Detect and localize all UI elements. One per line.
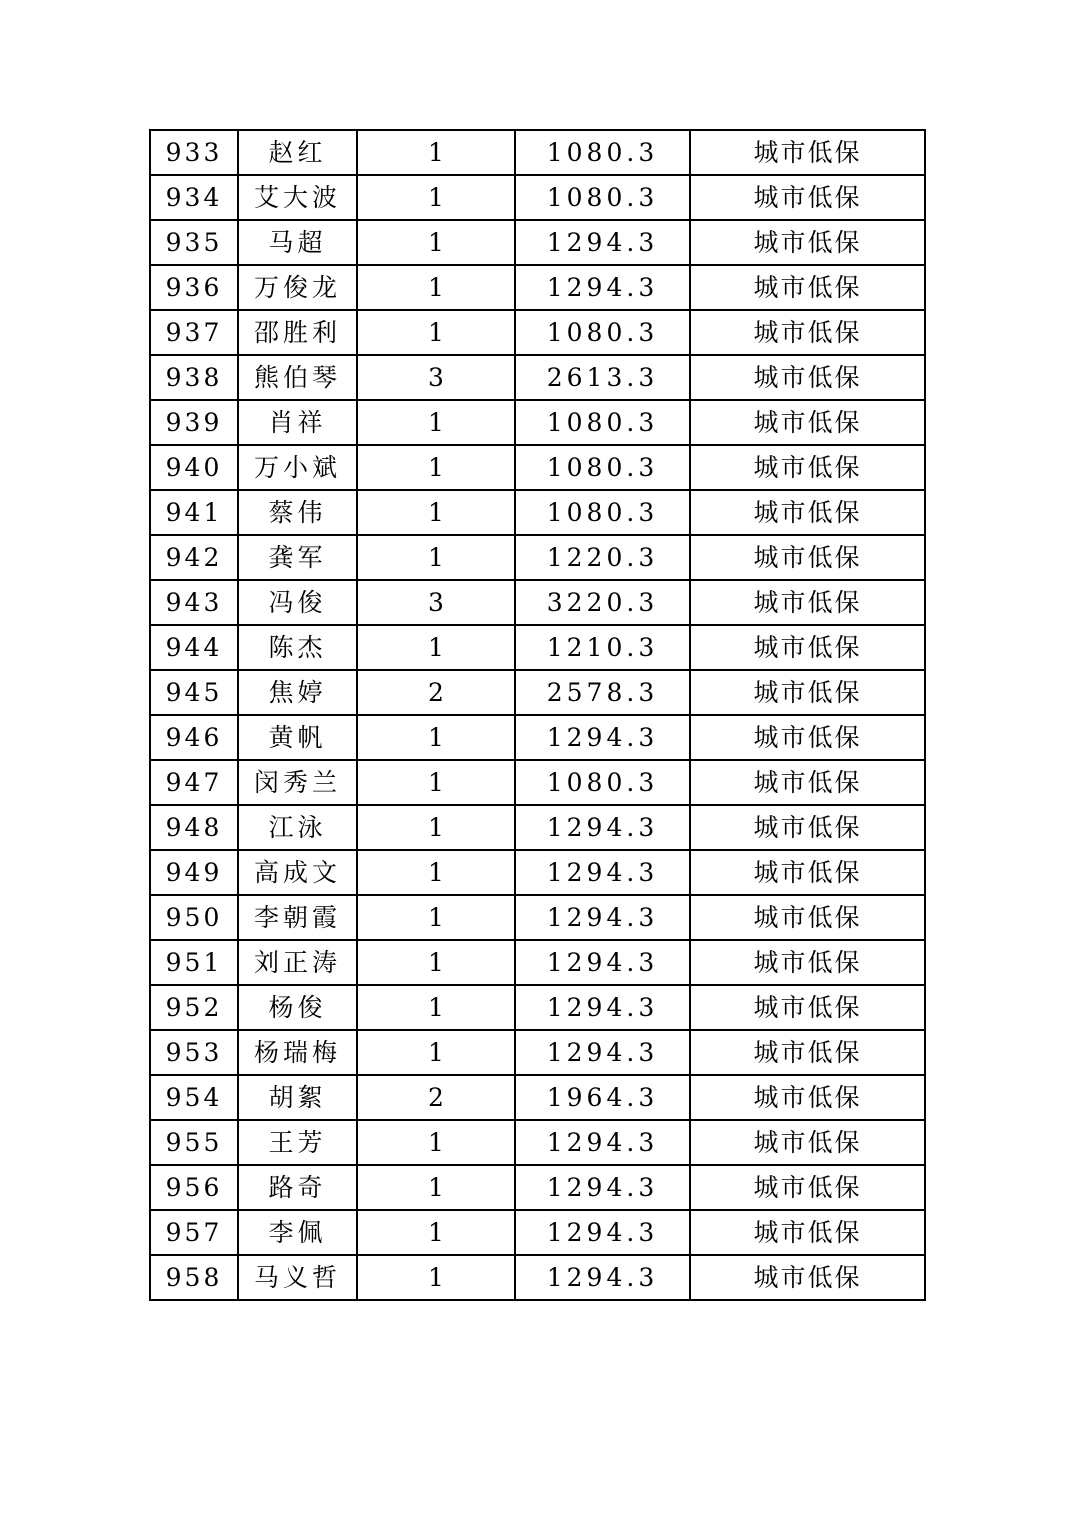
household-size-cell: 1: [357, 805, 515, 850]
table-row: [150, 130, 925, 175]
row-number-cell: 942: [150, 535, 238, 580]
table-row: [150, 670, 925, 715]
row-number-cell: 933: [150, 130, 238, 175]
row-number-cell: 939: [150, 400, 238, 445]
assistance-type-cell: 城市低保: [690, 535, 925, 580]
subsidy-amount-cell: 1210.3: [515, 625, 690, 670]
table-row: [150, 1210, 925, 1255]
row-number-cell: 948: [150, 805, 238, 850]
household-size-cell: 1: [357, 985, 515, 1030]
subsidy-amount-cell: 1080.3: [515, 760, 690, 805]
assistance-type-cell: 城市低保: [690, 400, 925, 445]
subsidy-amount-cell: 1294.3: [515, 265, 690, 310]
household-size-cell: 1: [357, 1120, 515, 1165]
table-row: [150, 715, 925, 760]
table-row: [150, 1075, 925, 1120]
assistance-type-cell: 城市低保: [690, 895, 925, 940]
subsidy-amount-cell: 2578.3: [515, 670, 690, 715]
assistance-type-cell: 城市低保: [690, 1120, 925, 1165]
table-row: [150, 220, 925, 265]
row-number-cell: 934: [150, 175, 238, 220]
table-row: [150, 445, 925, 490]
assistance-type-cell: 城市低保: [690, 625, 925, 670]
household-size-cell: 1: [357, 535, 515, 580]
recipient-name-cell: 龚军: [238, 535, 357, 580]
table-row: [150, 760, 925, 805]
subsidy-amount-cell: 1294.3: [515, 805, 690, 850]
assistance-type-cell: 城市低保: [690, 220, 925, 265]
subsidy-amount-cell: 1080.3: [515, 445, 690, 490]
household-size-cell: 1: [357, 265, 515, 310]
subsidy-amount-cell: 1080.3: [515, 400, 690, 445]
household-size-cell: 1: [357, 130, 515, 175]
row-number-cell: 958: [150, 1255, 238, 1300]
subsidy-amount-cell: 1294.3: [515, 1210, 690, 1255]
assistance-type-cell: 城市低保: [690, 760, 925, 805]
beneficiary-table: [149, 129, 926, 1301]
row-number-cell: 956: [150, 1165, 238, 1210]
row-number-cell: 951: [150, 940, 238, 985]
recipient-name-cell: 万俊龙: [238, 265, 357, 310]
assistance-type-cell: 城市低保: [690, 265, 925, 310]
household-size-cell: 3: [357, 355, 515, 400]
recipient-name-cell: 陈杰: [238, 625, 357, 670]
assistance-type-cell: 城市低保: [690, 1030, 925, 1075]
recipient-name-cell: 高成文: [238, 850, 357, 895]
subsidy-amount-cell: 1294.3: [515, 1255, 690, 1300]
table-row: [150, 625, 925, 670]
household-size-cell: 1: [357, 940, 515, 985]
table-row: [150, 490, 925, 535]
subsidy-amount-cell: 1294.3: [515, 940, 690, 985]
recipient-name-cell: 杨瑞梅: [238, 1030, 357, 1075]
household-size-cell: 1: [357, 1255, 515, 1300]
row-number-cell: 943: [150, 580, 238, 625]
household-size-cell: 1: [357, 895, 515, 940]
row-number-cell: 946: [150, 715, 238, 760]
table-row: [150, 175, 925, 220]
subsidy-amount-cell: 1294.3: [515, 850, 690, 895]
subsidy-amount-cell: 1294.3: [515, 895, 690, 940]
subsidy-amount-cell: 1294.3: [515, 1030, 690, 1075]
household-size-cell: 1: [357, 625, 515, 670]
table-row: [150, 985, 925, 1030]
household-size-cell: 1: [357, 400, 515, 445]
table-row: [150, 895, 925, 940]
recipient-name-cell: 蔡伟: [238, 490, 357, 535]
table-row: [150, 265, 925, 310]
row-number-cell: 952: [150, 985, 238, 1030]
table-row: [150, 580, 925, 625]
recipient-name-cell: 肖祥: [238, 400, 357, 445]
row-number-cell: 938: [150, 355, 238, 400]
row-number-cell: 945: [150, 670, 238, 715]
household-size-cell: 3: [357, 580, 515, 625]
household-size-cell: 2: [357, 1075, 515, 1120]
row-number-cell: 950: [150, 895, 238, 940]
assistance-type-cell: 城市低保: [690, 130, 925, 175]
assistance-type-cell: 城市低保: [690, 850, 925, 895]
subsidy-amount-cell: 1080.3: [515, 490, 690, 535]
row-number-cell: 954: [150, 1075, 238, 1120]
row-number-cell: 936: [150, 265, 238, 310]
recipient-name-cell: 艾大波: [238, 175, 357, 220]
row-number-cell: 957: [150, 1210, 238, 1255]
assistance-type-cell: 城市低保: [690, 1255, 925, 1300]
recipient-name-cell: 胡絮: [238, 1075, 357, 1120]
household-size-cell: 1: [357, 1210, 515, 1255]
household-size-cell: 1: [357, 1165, 515, 1210]
recipient-name-cell: 黄帆: [238, 715, 357, 760]
household-size-cell: 1: [357, 310, 515, 355]
assistance-type-cell: 城市低保: [690, 310, 925, 355]
assistance-type-cell: 城市低保: [690, 715, 925, 760]
subsidy-amount-cell: 2613.3: [515, 355, 690, 400]
assistance-type-cell: 城市低保: [690, 445, 925, 490]
assistance-type-cell: 城市低保: [690, 985, 925, 1030]
row-number-cell: 940: [150, 445, 238, 490]
household-size-cell: 1: [357, 1030, 515, 1075]
table-row: [150, 850, 925, 895]
recipient-name-cell: 马义哲: [238, 1255, 357, 1300]
household-size-cell: 1: [357, 220, 515, 265]
recipient-name-cell: 李佩: [238, 1210, 357, 1255]
subsidy-amount-cell: 1294.3: [515, 715, 690, 760]
table-row: [150, 1255, 925, 1300]
row-number-cell: 944: [150, 625, 238, 670]
recipient-name-cell: 闵秀兰: [238, 760, 357, 805]
table-row: [150, 1120, 925, 1165]
row-number-cell: 937: [150, 310, 238, 355]
subsidy-amount-cell: 1294.3: [515, 985, 690, 1030]
recipient-name-cell: 万小斌: [238, 445, 357, 490]
recipient-name-cell: 熊伯琴: [238, 355, 357, 400]
recipient-name-cell: 江泳: [238, 805, 357, 850]
subsidy-amount-cell: 1964.3: [515, 1075, 690, 1120]
table-row: [150, 805, 925, 850]
row-number-cell: 947: [150, 760, 238, 805]
assistance-type-cell: 城市低保: [690, 940, 925, 985]
assistance-type-cell: 城市低保: [690, 490, 925, 535]
table-row: [150, 1165, 925, 1210]
assistance-type-cell: 城市低保: [690, 580, 925, 625]
recipient-name-cell: 邵胜利: [238, 310, 357, 355]
recipient-name-cell: 刘正涛: [238, 940, 357, 985]
assistance-type-cell: 城市低保: [690, 1210, 925, 1255]
subsidy-amount-cell: 1220.3: [515, 535, 690, 580]
subsidy-amount-cell: 3220.3: [515, 580, 690, 625]
table-row: [150, 940, 925, 985]
household-size-cell: 1: [357, 715, 515, 760]
beneficiary-table-body: [150, 130, 925, 1300]
subsidy-amount-cell: 1294.3: [515, 220, 690, 265]
subsidy-amount-cell: 1080.3: [515, 175, 690, 220]
household-size-cell: 2: [357, 670, 515, 715]
row-number-cell: 935: [150, 220, 238, 265]
row-number-cell: 941: [150, 490, 238, 535]
recipient-name-cell: 杨俊: [238, 985, 357, 1030]
household-size-cell: 1: [357, 490, 515, 535]
subsidy-amount-cell: 1294.3: [515, 1165, 690, 1210]
recipient-name-cell: 王芳: [238, 1120, 357, 1165]
recipient-name-cell: 马超: [238, 220, 357, 265]
recipient-name-cell: 赵红: [238, 130, 357, 175]
recipient-name-cell: 路奇: [238, 1165, 357, 1210]
household-size-cell: 1: [357, 850, 515, 895]
recipient-name-cell: 冯俊: [238, 580, 357, 625]
subsidy-amount-cell: 1080.3: [515, 130, 690, 175]
subsidy-amount-cell: 1294.3: [515, 1120, 690, 1165]
assistance-type-cell: 城市低保: [690, 805, 925, 850]
table-row: [150, 1030, 925, 1075]
household-size-cell: 1: [357, 445, 515, 490]
recipient-name-cell: 李朝霞: [238, 895, 357, 940]
table-row: [150, 310, 925, 355]
subsidy-amount-cell: 1080.3: [515, 310, 690, 355]
table-row: [150, 535, 925, 580]
row-number-cell: 953: [150, 1030, 238, 1075]
household-size-cell: 1: [357, 760, 515, 805]
assistance-type-cell: 城市低保: [690, 175, 925, 220]
assistance-type-cell: 城市低保: [690, 355, 925, 400]
assistance-type-cell: 城市低保: [690, 670, 925, 715]
assistance-type-cell: 城市低保: [690, 1165, 925, 1210]
recipient-name-cell: 焦婷: [238, 670, 357, 715]
assistance-type-cell: 城市低保: [690, 1075, 925, 1120]
row-number-cell: 955: [150, 1120, 238, 1165]
table-row: [150, 355, 925, 400]
household-size-cell: 1: [357, 175, 515, 220]
row-number-cell: 949: [150, 850, 238, 895]
table-row: [150, 400, 925, 445]
